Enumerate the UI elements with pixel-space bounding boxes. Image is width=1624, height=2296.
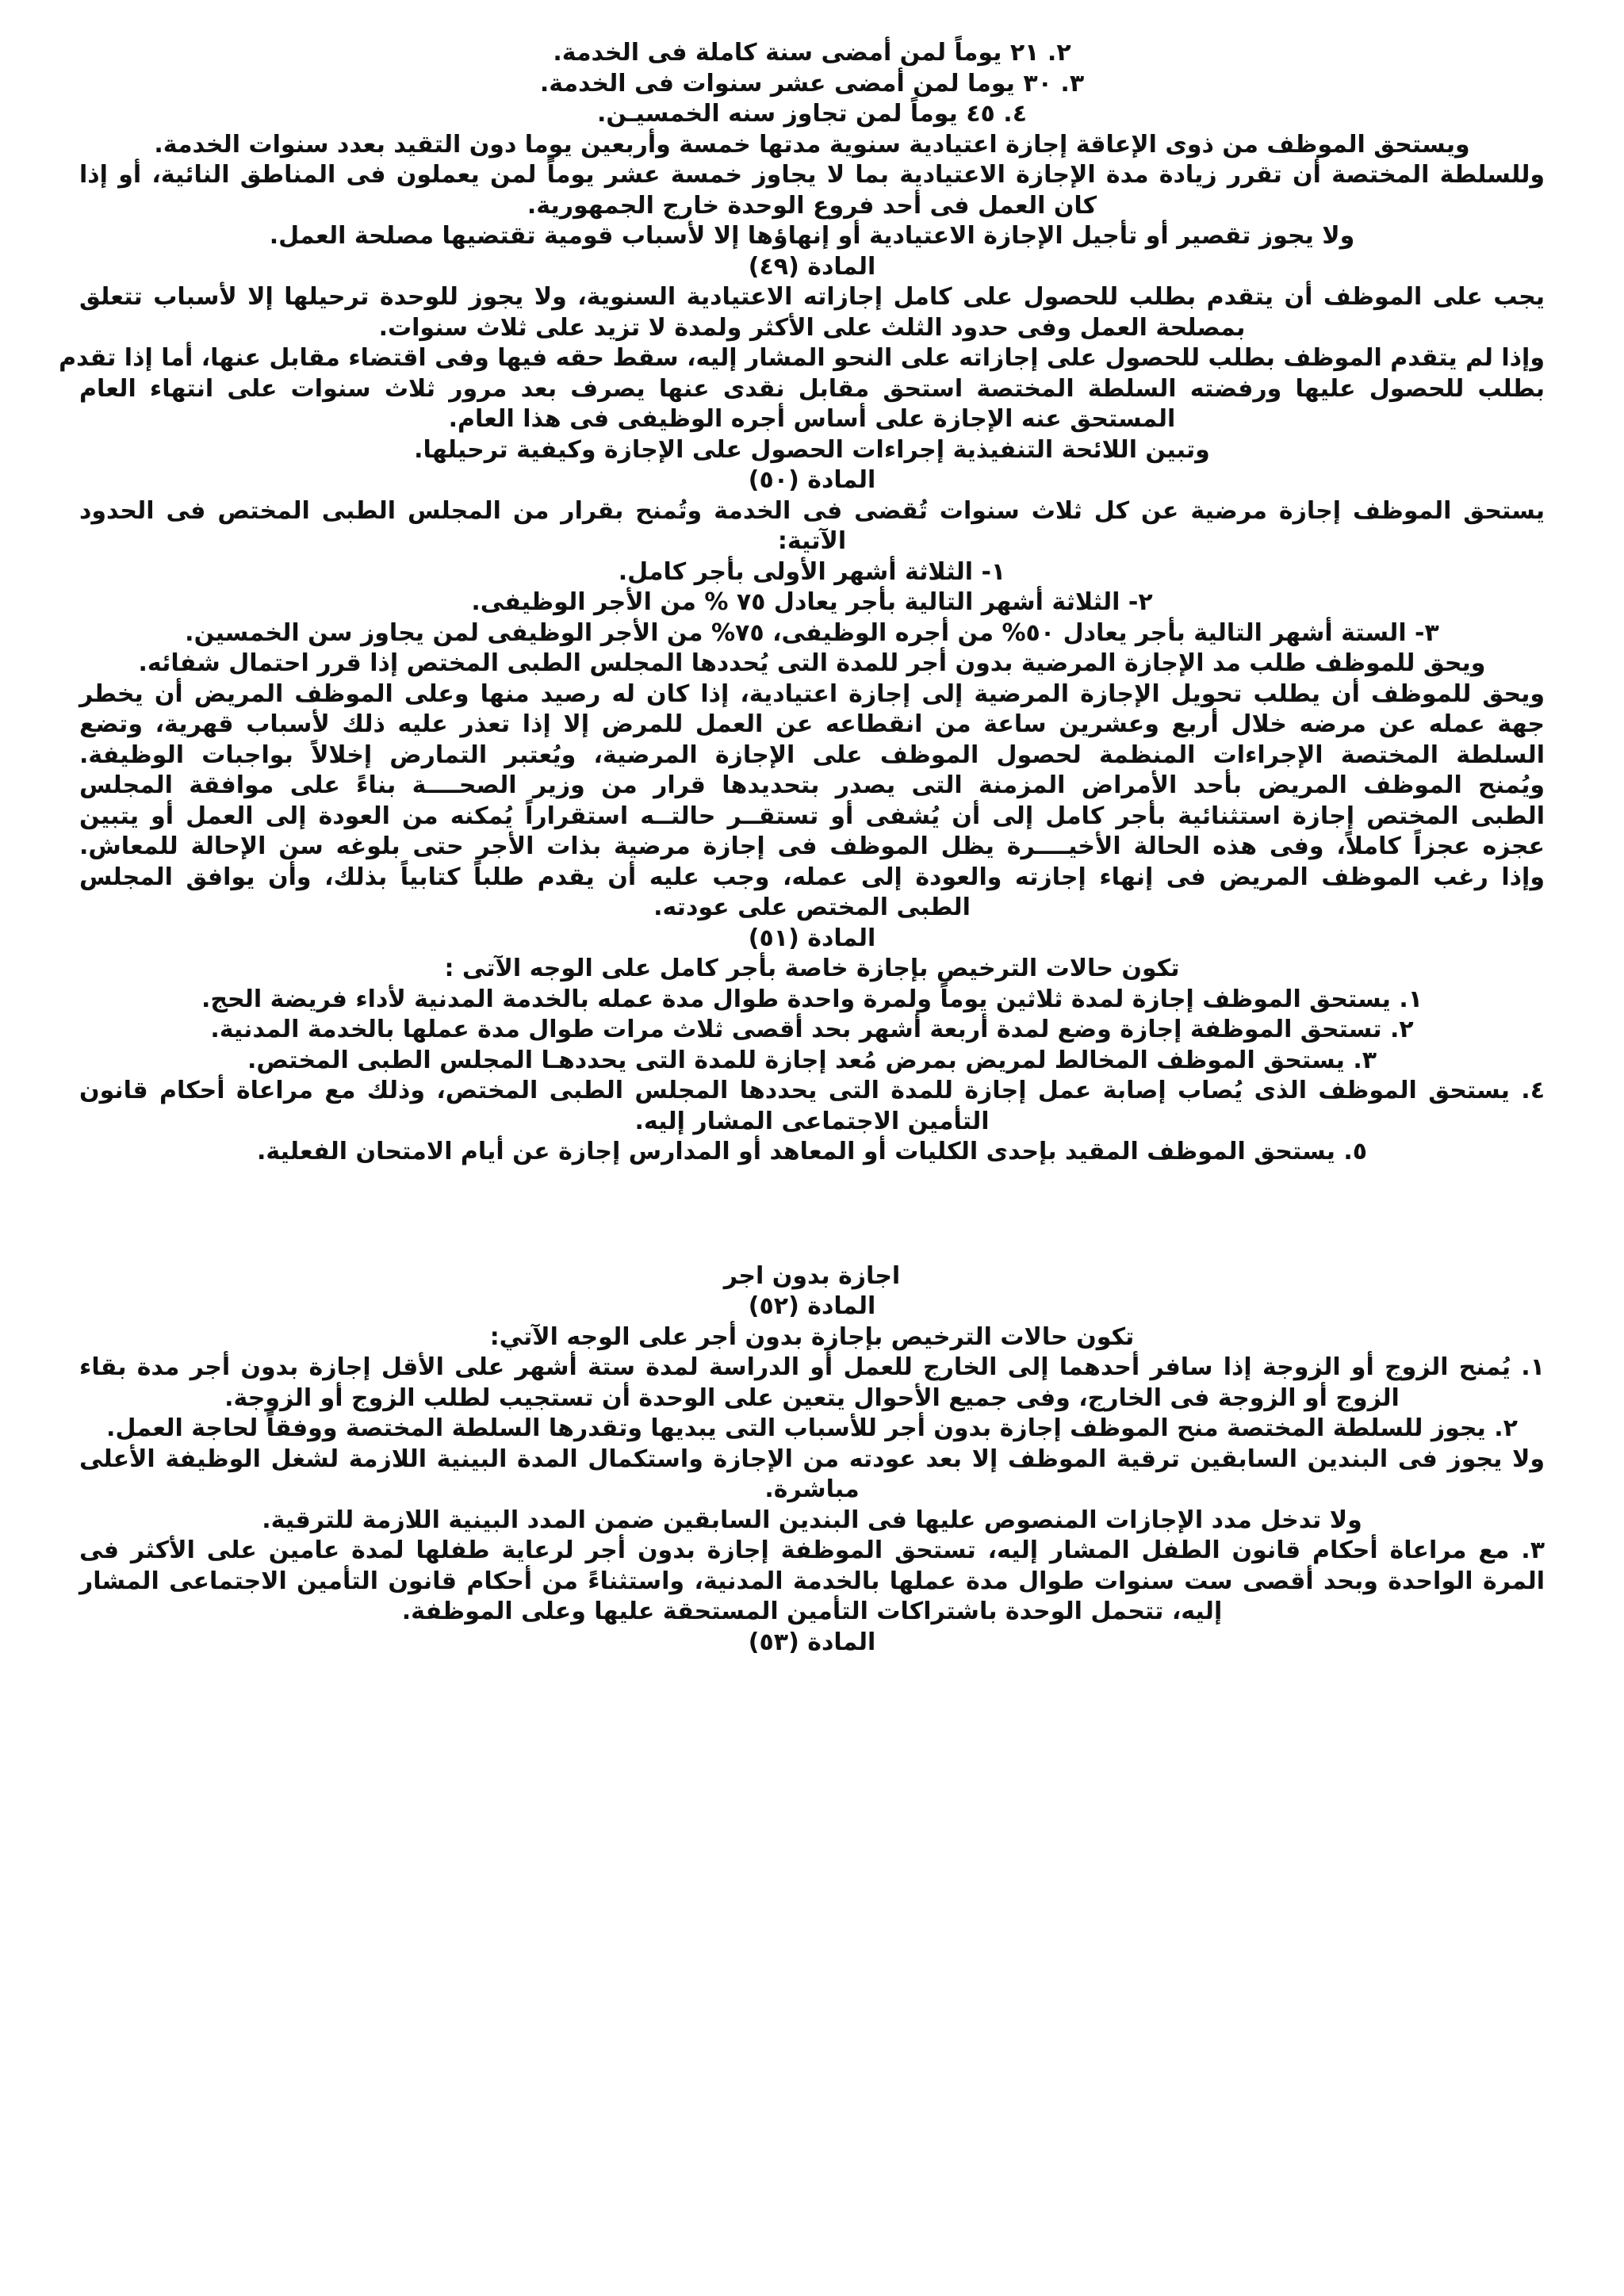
list-item-45-days: ٤. ٤٥ يوماً لمن تجاوز سنه الخمسيـن.: [596, 100, 1027, 128]
article-49-line5: المستحق عنه الإجازة على أساس أجره الوظيفى فى هذا العام.: [448, 405, 1176, 433]
article-50-conversion-line2: جهة عمله عن مرضه خلال أربع وعشرين ساعة من انقطاعه عن العمل للمرض إلا إذا تعذر عليه ذلك لأسباب قهرية، وتضع: [79, 710, 1545, 738]
article-50-chronic-line2: الطبى المختص إجازة استثنائية بأجر كامل إلى أن يُشفى أو تستقــر حالتــه استقراراً يُمكنه من العودة إلى العمل أو يتبين: [79, 802, 1545, 830]
article-50-conversion-line1: ويحق للموظف أن يطلب تحويل الإجازة المرضية إلى إجازة اعتيادية، إذا كان له رصيد منها وعلى الموظف المريض أن يخطر: [79, 679, 1545, 708]
paragraph-disability-leave: ويستحق الموظف من ذوى الإعاقة إجازة اعتيادية سنوية مدتها خمسة وأربعين يوما دون التقيد بعدد سنوات الخدمة.: [154, 130, 1470, 159]
article-49-line1: يجب على الموظف أن يتقدم بطلب للحصول على كامل إجازاته الاعتيادية السنوية، ولا يجوز للوحدة ترحيلها إلا لأسباب تتعلق: [79, 283, 1545, 311]
paragraph-remote-areas-line2: كان العمل فى أحد فروع الوحدة خارج الجمهورية.: [527, 191, 1097, 220]
article-51-item3: ٣. يستحق الموظف المخالط لمريض بمرض مُعد إجازة للمدة التى يحددهـا المجلس الطبى المختص.: [247, 1046, 1377, 1074]
article-51-item2: ٢. تستحق الموظفة إجازة وضع لمدة أربعة أشهر بحد أقصى ثلاث مرات طوال مدة عملها بالخدمة المدنية.: [210, 1016, 1414, 1043]
unpaid-leave-heading: اجازة بدون اجر: [723, 1261, 901, 1290]
article-50-item2: ٢- الثلاثة أشهر التالية بأجر يعادل ٧٥ % من الأجر الوظيفى.: [471, 588, 1153, 616]
article-50-chronic-line1: ويُمنح الموظف المريض بأحد الأمراض المزمنة التى يصدر بتحديدها قرار من وزير الصحــــة بناءً على موافقة المجلس: [79, 771, 1545, 799]
article-52-periods: ولا تدخل مدد الإجازات المنصوص عليها فى البندين السابقين ضمن المدد البينية اللازمة للترقية.: [262, 1506, 1362, 1534]
article-52-item3-line1: ٣. مع مراعاة أحكام قانون الطفل المشار إليه، تستحق الموظفة إجازة بدون أجر لرعاية طفلها لمدة عامين على الأكثر فى: [79, 1536, 1545, 1564]
article-49-heading: المادة (٤٩): [748, 252, 876, 281]
article-52-intro: تكون حالات الترخيص بإجازة بدون أجر على الوجه الآتي:: [489, 1322, 1135, 1351]
article-52-promotion-line1: ولا يجوز فى البندين السابقين ترقية الموظف إلا بعد عودته من الإجازة واستكمال المدة البينية اللازمة لشغل الوظيفة الأعلى: [79, 1445, 1545, 1473]
article-51-item5: ٥. يستحق الموظف المقيد بإحدى الكليات أو المعاهد أو المدارس إجازة عن أيام الامتحان الفعلية.: [256, 1138, 1368, 1165]
article-50-return-line1: وإذا رغب الموظف المريض فى إنهاء إجازته والعودة إلى عمله، وجب عليه أن يقدم طلباً كتابياً بذلك، وأن يوافق المجلس: [79, 863, 1545, 891]
article-49-line3: وإذا لم يتقدم الموظف بطلب للحصول على إجازاته على النحو المشار إليه، سقط حقه فيها وفى اقتضاء مقابل عنها، أما إذا تقدم: [59, 344, 1545, 372]
article-50-conversion-line3: السلطة المختصة الإجراءات المنظمة لحصول الموظف على الإجازة المرضية، ويُعتبر التمارض إخلالاً بواجبات الوظيفة.: [79, 740, 1545, 769]
article-49-line4: بطلب للحصول عليها ورفضته السلطة المختصة استحق مقابل نقدى عنها يصرف بعد مرور ثلاث سنوات على انتهاء العام: [79, 374, 1545, 403]
article-51-heading: المادة (٥١): [748, 924, 876, 952]
article-50-extension: ويحق للموظف طلب مد الإجازة المرضية بدون أجر للمدة التى يُحددها المجلس الطبى المختص إذا قرر احتمال شفائه.: [138, 649, 1486, 677]
article-50-item3: ٣- الستة أشهر التالية بأجر يعادل ٥٠% من أجره الوظيفى، ٧٥% من الأجر الوظيفى لمن يجاوز سن الخمسين.: [185, 618, 1439, 647]
article-52-item2: ٢. يجوز للسلطة المختصة منح الموظف إجازة بدون أجر للأسباب التى يبديها وتقدرها السلطة المختصة ووفقاً لحاجة العمل.: [106, 1414, 1518, 1442]
article-52-item3-line2: المرة الواحدة وبحد أقصى ست سنوات طوال مدة عملها بالخدمة المدنية، واستثناءً من أحكام قانون التأمين الاجتماعى المشار: [79, 1567, 1545, 1595]
article-52-item3-line3: إليه، تتحمل الوحدة باشتراكات التأمين المستحقة عليها وعلى الموظفة.: [401, 1598, 1223, 1625]
article-52-item1-line1: ١. يُمنح الزوج أو الزوجة إذا سافر أحدهما إلى الخارج للعمل أو الدراسة لمدة ستة أشهر على الأقل إجازة بدون أجر مدة بقاء: [79, 1353, 1545, 1381]
paragraph-no-shortening: ولا يجوز تقصير أو تأجيل الإجازة الاعتيادية أو إنهاؤها إلا لأسباب قومية تقتضيها مصلحة العمل.: [269, 222, 1355, 250]
article-51-item4-line1: ٤. يستحق الموظف الذى يُصاب إصابة عمل إجازة للمدة التى يحددها المجلس الطبى المختص، وذلك مع مراعاة أحكام قانون: [79, 1077, 1545, 1104]
article-50-item1: ١- الثلاثة أشهر الأولى بأجر كامل.: [618, 557, 1006, 586]
article-51-item1: ١. يستحق الموظف إجازة لمدة ثلاثين يوماً ولمرة واحدة طوال مدة عمله بالخدمة المدنية لأداء فريضة الحج.: [201, 985, 1423, 1013]
article-50-heading: المادة (٥٠): [748, 466, 876, 494]
list-item-30-days: ٣. ٣٠ يوما لمن أمضى عشر سنوات فى الخدمة.: [539, 69, 1085, 98]
article-52-item1-line2: الزوج أو الزوجة فى الخارج، وفى جميع الأحوال يتعين على الوحدة أن تستجيب لطلب الزوج أو الزوجة.: [224, 1383, 1400, 1412]
article-50-chronic-line3: عجزه عجزاً كاملاً، وفى هذه الحالة الأخيــــرة يظل الموظف فى إجازة مرضية بذات الأجر حتى بلوغه سن الإحالة للمعاش.: [79, 832, 1545, 860]
article-50-line2: الآتية:: [777, 527, 847, 555]
article-50-return-line2: الطبى المختص على عودته.: [653, 894, 971, 921]
list-item-21-days: ٢. ٢١ يوماً لمن أمضى سنة كاملة فى الخدمة.: [553, 39, 1071, 67]
article-53-heading: المادة (٥٣): [748, 1628, 876, 1656]
paragraph-remote-areas-line1: وللسلطة المختصة أن تقرر زيادة مدة الإجازة الاعتيادية بما لا يجاوز خمسة عشر يوماً لمن يعملون فى المناطق النائية، أو إذا: [79, 161, 1545, 189]
article-52-promotion-line2: مباشرة.: [764, 1475, 860, 1503]
article-52-heading: المادة (٥٢): [748, 1292, 876, 1320]
section-gap: [79, 1168, 1545, 1261]
article-49-line2: بمصلحة العمل وفى حدود الثلث على الأكثر ولمدة لا تزيد على ثلاث سنوات.: [378, 313, 1246, 342]
article-50-line1: يستحق الموظف إجازة مرضية عن كل ثلاث سنوات تُقضى فى الخدمة وتُمنح بقرار من المجلس الطبى المختص فى الحدود: [79, 496, 1545, 525]
article-49-line6: وتبين اللائحة التنفيذية إجراءات الحصول على الإجازة وكيفية ترحيلها.: [414, 435, 1210, 464]
article-51-intro: تكون حالات الترخيص بإجازة خاصة بأجر كامل على الوجه الآتى :: [444, 955, 1180, 982]
article-51-item4-line2: التأمين الاجتماعى المشار إليه.: [634, 1107, 990, 1135]
